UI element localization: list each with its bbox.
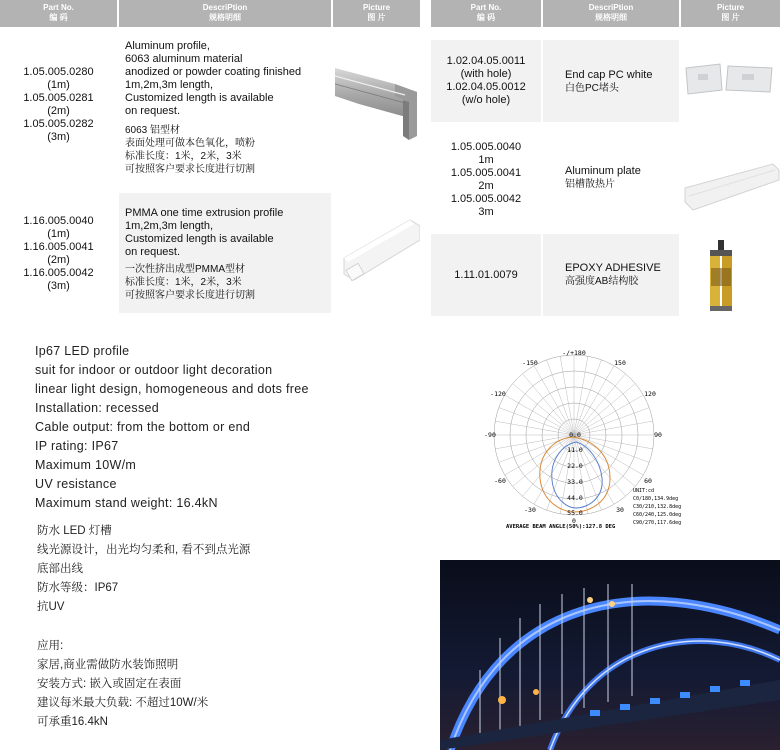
description-line: PMMA one time extrusion profile [125, 207, 284, 219]
part-number: 1.05.005.0282 [23, 118, 94, 130]
spec-line-cn: 线光源设计，出光均匀柔和, 看不到点光源 [37, 544, 251, 556]
spec-line: suit for indoor or outdoor light decoration [35, 363, 273, 377]
spec-line-cn: 抗UV [37, 601, 65, 613]
header-picture-cn: 图 片 [367, 13, 386, 22]
legend-entry: C0/180,134.9deg [633, 496, 679, 502]
polar-light-distribution-diagram [470, 342, 710, 537]
application-line: 安装方式: 嵌入或固定在表面 [37, 678, 182, 690]
radial-label: 44.0 [567, 494, 583, 502]
description-line: Aluminum profile, [125, 40, 210, 52]
spec-line: IP rating: IP67 [35, 439, 119, 453]
angle-label: 30 [616, 506, 624, 514]
description-cell [125, 40, 335, 176]
radial-label: 0.0 [569, 431, 581, 439]
application-line: 建议每米最大负载: 不超过10W/米 [37, 697, 209, 709]
angle-label: 60 [644, 477, 652, 485]
description-line: 1m,2m,3m length, [125, 79, 214, 91]
legend-entry: C60/240,125.0deg [633, 512, 682, 518]
spec-line: UV resistance [35, 477, 117, 491]
part-number: (2m) [47, 105, 70, 117]
application-title: 应用: [37, 640, 64, 652]
end-cap-image [682, 60, 778, 100]
description-line: EPOXY ADHESIVE [565, 262, 661, 274]
description-line: on request. [125, 105, 181, 117]
header-picture [333, 0, 420, 27]
description-line: Customized length is available [125, 233, 274, 245]
angle-label: -60 [494, 477, 506, 485]
part-number: (w/o hole) [461, 94, 511, 106]
description-line: 6063 aluminum material [125, 53, 243, 65]
specs-chinese [37, 522, 397, 617]
spec-line-cn: 底部出线 [37, 563, 83, 575]
header-picture [681, 0, 780, 27]
description-line-cn: 标准长度：1米，2米，3米 [125, 277, 242, 288]
spec-line: linear light design, homogeneous and dots free [35, 382, 309, 396]
description-line: End cap PC white [565, 69, 653, 81]
header-part-no-en: Part No. [470, 3, 502, 12]
aluminum-profile-image [335, 62, 417, 142]
description-line-cn: 白色PC堵头 [565, 83, 619, 94]
angle-label: 120 [644, 390, 656, 398]
radial-label: 33.0 [567, 478, 583, 486]
spec-line-cn: 防水等级：IP67 [37, 582, 119, 594]
legend-entry: C90/270,117.6deg [633, 520, 682, 526]
angle-label: 150 [614, 359, 626, 367]
header-description-en: DescriPtion [588, 3, 634, 12]
radial-label: 55.0 [567, 509, 583, 517]
spec-line: Maximum 10W/m [35, 458, 137, 472]
spec-line: Cable output: from the bottom or end [35, 420, 251, 434]
part-number-cell [0, 66, 117, 144]
part-number: 1.16.005.0040 [23, 215, 94, 227]
pmma-profile-image [340, 210, 420, 290]
description-line-cn: 可按照客户要求长度进行切割 [125, 164, 255, 175]
part-number: 1.05.005.0280 [23, 66, 94, 78]
radial-label: 11.0 [567, 446, 583, 454]
angle-label: -120 [490, 390, 506, 398]
part-number: 1.02.04.05.0011 [446, 55, 526, 67]
part-number: (1m) [47, 79, 70, 91]
spec-line-cn: 防水 LED 灯槽 [37, 525, 112, 537]
angle-label: -30 [524, 506, 536, 514]
header-description [119, 0, 331, 27]
part-number: (1m) [47, 228, 70, 240]
part-number-cell [431, 269, 541, 282]
part-number-cell [0, 215, 117, 293]
polar-chart-svg [470, 342, 710, 537]
description-line: Customized length is available [125, 92, 274, 104]
angle-label: -150 [522, 359, 538, 367]
header-part-no-cn: 编 码 [476, 13, 496, 22]
header-part-no [431, 0, 541, 27]
bridge-application-photo [440, 560, 780, 750]
part-number: 1.05.005.0040 [450, 141, 522, 153]
description-line: on request. [125, 246, 181, 258]
part-number: 2m [478, 180, 494, 192]
application-section [37, 637, 397, 732]
header-description-cn: 规格明细 [595, 13, 627, 22]
header-picture-cn: 图 片 [721, 13, 740, 22]
header-part-no-cn: 编 码 [49, 13, 68, 22]
description-line-cn: 表面处理可做本色氧化，喷粉 [125, 138, 255, 149]
angle-label: 90 [654, 431, 662, 439]
radial-label: 22.0 [567, 462, 583, 470]
angle-label: -90 [484, 431, 496, 439]
part-number: 1.16.005.0041 [23, 241, 94, 253]
aluminum-plate-image [683, 158, 780, 218]
description-line-cn: 6063 铝型材 [125, 125, 181, 136]
description-line: anodized or powder coating finished [125, 66, 302, 78]
legend-entry: C30/210,132.8deg [633, 504, 682, 510]
angle-label: -/+180 [562, 349, 586, 357]
part-number: 1.02.04.05.0012 [446, 81, 526, 93]
part-number-cell [431, 55, 541, 107]
description-line-cn: 高强度AB结构胶 [565, 276, 639, 287]
part-number: (3m) [47, 280, 70, 292]
description-line: 1m,2m,3m length, [125, 220, 214, 232]
application-line: 可承重16.4kN [37, 716, 108, 728]
part-number: 1.05.005.0042 [450, 193, 522, 205]
description-cell [565, 69, 680, 95]
description-cell [125, 207, 335, 302]
part-number: (2m) [47, 254, 70, 266]
legend-unit: UNIT:cd [633, 488, 655, 494]
header-picture-en: Picture [362, 3, 391, 12]
description-line-cn: 一次性挤出成型PMMA型材 [125, 264, 245, 275]
header-part-no [0, 0, 117, 27]
header-description [543, 0, 679, 27]
description-cell [565, 165, 680, 191]
epoxy-adhesive-image [706, 240, 736, 312]
part-number: 1.05.005.0041 [450, 167, 522, 179]
header-description-cn: 规格明细 [209, 13, 241, 22]
application-line: 家居,商业需做防水装饰照明 [37, 659, 179, 671]
description-line-cn: 可按照客户要求长度进行切割 [125, 290, 255, 301]
description-line-cn: 标准长度：1米，2米，3米 [125, 151, 242, 162]
part-number: 1.05.005.0281 [23, 92, 94, 104]
part-number: (3m) [47, 131, 70, 143]
angle-label: 0 [572, 517, 576, 525]
spec-line: Ip67 LED profile [35, 344, 130, 358]
header-picture-en: Picture [716, 3, 745, 12]
spec-line: Maximum stand weight: 16.4kN [35, 496, 218, 510]
part-number: 1.16.005.0042 [23, 267, 94, 279]
part-number: 3m [478, 206, 494, 218]
specs-english [35, 342, 395, 513]
beam-angle-footer: AVERAGE BEAM ANGLE(50%):127.8 DEG [506, 524, 616, 530]
header-part-no-en: Part No. [43, 3, 74, 12]
header-description-en: DescriPtion [202, 3, 248, 12]
part-number: 1.11.01.0079 [454, 269, 518, 281]
part-number: 1m [478, 154, 494, 166]
part-number-cell [431, 141, 541, 219]
spec-line: Installation: recessed [35, 401, 160, 415]
description-line-cn: 铝槽散热片 [565, 179, 615, 190]
part-number: (with hole) [460, 68, 512, 80]
description-line: Aluminum plate [565, 165, 641, 177]
description-cell [565, 262, 680, 288]
